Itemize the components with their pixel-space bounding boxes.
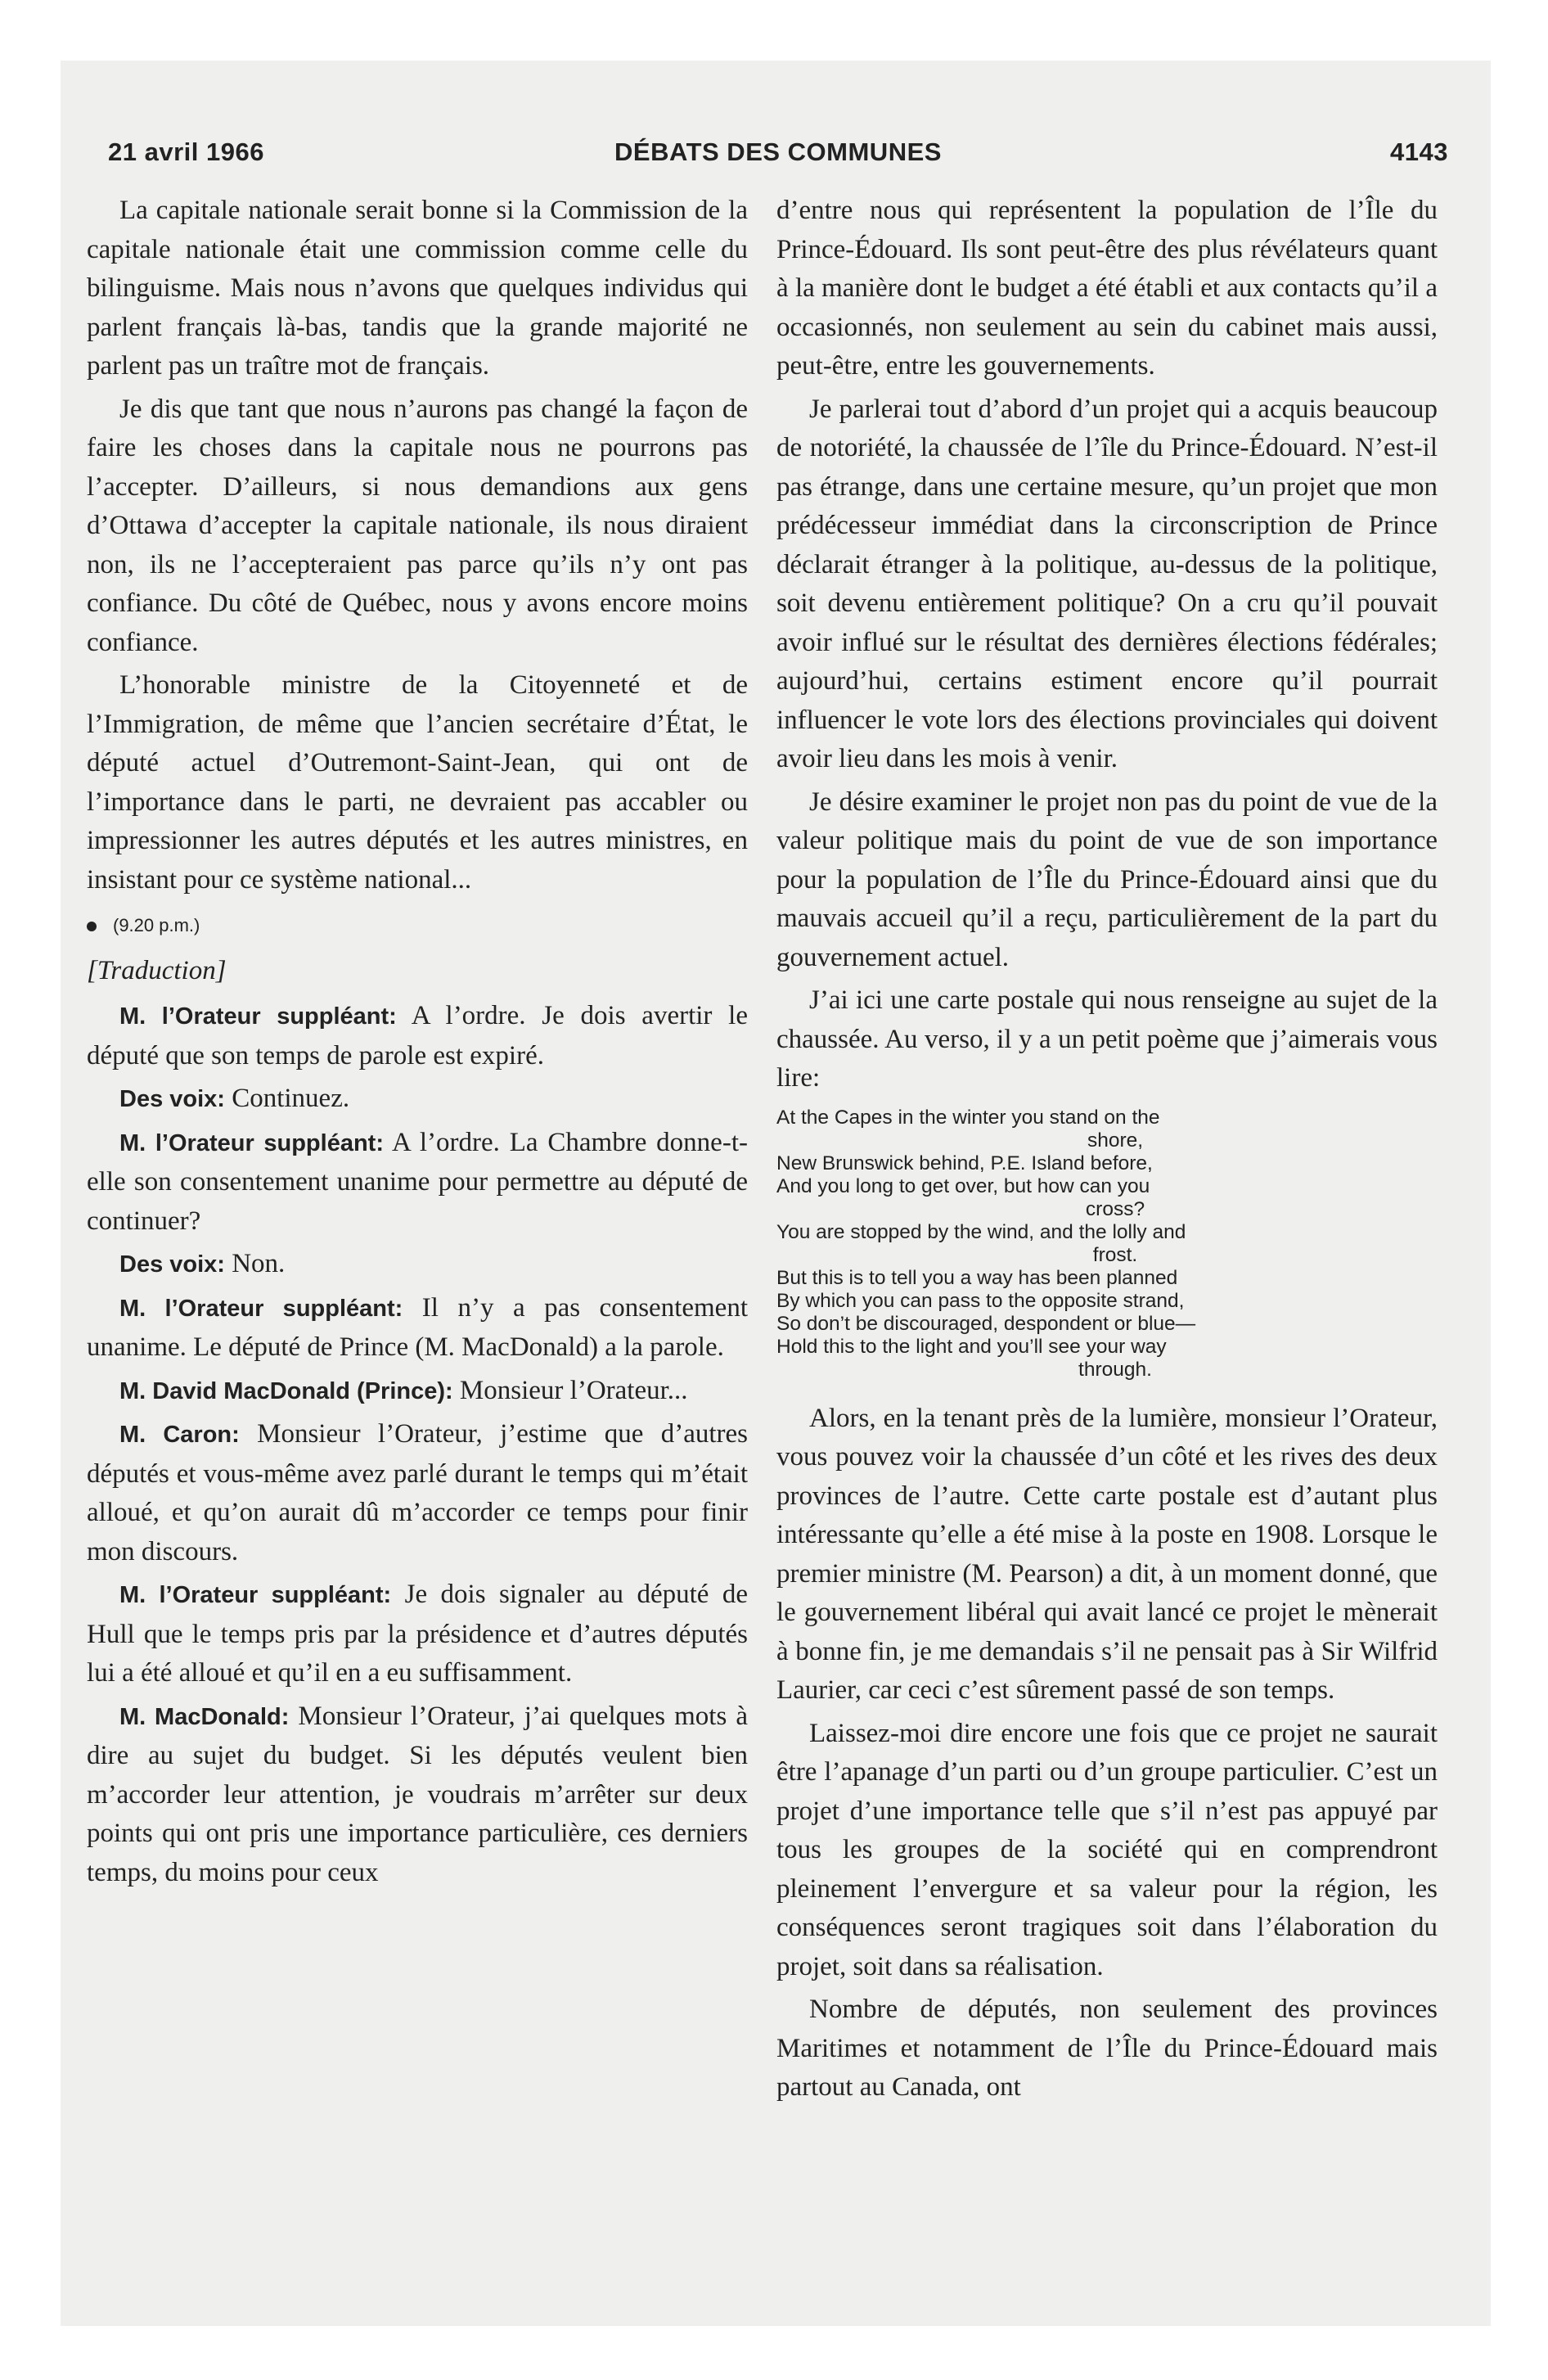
paragraph: Je désire examiner le projet non pas du point de vue de la valeur politique mais du point de vue de son importance pour la population de l’Île du Prince-Édouard ainsi que du mauvais accueil qu’il a reçu, particulièrement de la part du gouvernement actuel. — [776, 787, 1438, 972]
speaker-name: M. Caron: — [119, 1422, 240, 1448]
paragraph: Laissez-moi dire encore une fois que ce projet ne saurait être l’apanage d’un parti ou d’un groupe particulier. C’est un projet d’une importance telle que s’il n’est pas appuyé par tous les groupes de la société qui en comprendront pleinement l’envergure et sa valeur pour la région, les conséquences seront tragiques soit dans l’élaboration du projet, soit dans sa réalisation. — [776, 1718, 1438, 1981]
speech-text: A l’ordre. La Chambre donne-t-elle son consentement unanime pour permettre au député de continuer? — [87, 1127, 748, 1236]
speech-text: Je dois signaler au député de Hull que le temps pris par la présidence et d’autres députés lui a été alloué et qu’il en a eu suffisamment. — [87, 1580, 748, 1688]
page-number: 4143 — [1390, 137, 1448, 166]
speech — [87, 1372, 748, 1412]
header-title: DÉBATS DES COMMUNES — [614, 137, 942, 166]
poem-line: By which you can pass to the opposite strand, — [776, 1289, 1185, 1312]
speech-text: Monsieur l’Orateur, j’ai quelques mots à dire au sujet du budget. Si les députés veulent bien m’accorder leur attention, je voudrais m’arrêter sur deux points qui ont pris une importance particulière, ces derniers temps, du moins pour ceux — [87, 1701, 748, 1887]
speaker-name: M. l’Orateur suppléant: — [119, 1129, 384, 1156]
speech — [87, 1697, 748, 1893]
speaker-name: Des voix: — [119, 1086, 225, 1112]
poem — [776, 1107, 1438, 1382]
paragraph: La capitale nationale serait bonne si la Commission de la capitale nationale était une commission comme celle du bilinguisme. Mais nous n’avons que quelques individus qui parlent français là-bas, tandis que la grande majorité ne parlent pas un traître mot de français. — [87, 196, 748, 381]
speech — [87, 1289, 748, 1368]
poem-line: You are stopped by the wind, and the lolly and frost. — [776, 1220, 1186, 1266]
speech — [87, 997, 748, 1075]
paragraph: d’entre nous qui représentent la population de l’Île du Prince-Édouard. Ils sont peut-être des plus révélateurs quant à la manière dont le budget a été établi et aux contacts qu’il a occasionnés, non seulement au sein du cabinet mais aussi, peut-être, entre les gouvernements. — [776, 196, 1438, 381]
speech-text: Continuez. — [224, 1084, 350, 1113]
speech — [87, 1415, 748, 1571]
translation-tag: [Traduction] — [87, 955, 227, 985]
paragraph: Alors, en la tenant près de la lumière, monsieur l’Orateur, vous pouvez voir la chaussée d’un côté et les rives des deux provinces de l’autre. Cette carte postale est d’autant plus intéressante qu’elle a été mise à la poste en 1908. Lorsque le premier ministre (M. Pearson) a dit, à un moment donné, que le gouvernement libéral qui avait lancé ce projet le mènerait à bonne fin, je me demandais s’il ne pensait pas à Sir Wilfrid Laurier, car ceci c’est sûrement passé de son temps. — [776, 1403, 1438, 1705]
speaker-name: Des voix: — [119, 1251, 225, 1278]
bullet-icon — [87, 922, 97, 931]
poem-line: And you long to get over, but how can you cross? — [776, 1174, 1150, 1220]
speech-text: Monsieur l’Orateur... — [452, 1375, 688, 1405]
page-header — [108, 137, 1448, 170]
time-note-text: (9.20 p.m.) — [113, 915, 200, 935]
speech — [87, 1575, 748, 1693]
poem-line: At the Capes in the winter you stand on the shore, — [776, 1106, 1160, 1152]
speaker-name: M. MacDonald: — [119, 1703, 290, 1730]
speech-text: Non. — [224, 1249, 286, 1278]
time-note — [87, 906, 748, 945]
paragraph: Je dis que tant que nous n’aurons pas changé la façon de faire les choses dans la capitale nous ne pourrons pas l’accepter. D’ailleurs, si nous demandions aux gens d’Ottawa d’accepter la capitale nationale, ils nous diraient non, ils ne l’accepteraient pas parce qu’ils n’y ont pas confiance. Du côté de Québec, nous y avons encore moins confiance. — [87, 394, 748, 657]
speech-text: Monsieur l’Orateur, j’estime que d’autres députés et vous-même avez parlé durant le temps qui m’était alloué, et qu’on aurait dû m’accorder ce temps pour finir mon discours. — [87, 1419, 749, 1566]
speaker-name: M. l’Orateur suppléant: — [119, 1295, 403, 1322]
page-sheet — [61, 61, 1491, 2326]
speech-text: Il n’y a pas consentement unanime. Le député de Prince (M. MacDonald) a la parole. — [87, 1292, 748, 1362]
paragraph: Je parlerai tout d’abord d’un projet qui a acquis beaucoup de notoriété, la chaussée de l’île du Prince-Édouard. N’est-il pas étrange, dans une certaine mesure, qu’un projet que mon prédécesseur immédiat dans la circonscription de Prince déclarait étranger à la politique, au-dessus de la politique, soit devenu entièrement politique? On a cru qu’il pouvait avoir influé sur le résultat des dernières élections fédérales; aujourd’hui, certains estiment encore qu’il pourrait influencer le vote lors des élections provinciales qui doivent avoir lieu dans les mois à venir. — [776, 394, 1438, 773]
speaker-name: M. l’Orateur suppléant: — [119, 1003, 397, 1030]
speaker-name: M. l’Orateur suppléant: — [119, 1582, 392, 1608]
poem-line: New Brunswick behind, P.E. Island before, — [776, 1152, 1153, 1174]
speech — [87, 1124, 748, 1242]
speech-text: A l’ordre. Je dois avertir le député que son temps de parole est expiré. — [87, 1001, 748, 1071]
poem-line: So don’t be discouraged, despondent or blue— — [776, 1312, 1196, 1335]
left-column — [87, 192, 748, 1896]
speech — [87, 1080, 748, 1120]
poem-line: Hold this to the light and you’ll see your way through. — [776, 1335, 1167, 1381]
header-date: 21 avril 1966 — [108, 137, 264, 166]
speech — [87, 1245, 748, 1285]
right-column — [776, 192, 1438, 2112]
paragraph: J’ai ici une carte postale qui nous renseigne au sujet de la chaussée. Au verso, il y a un petit poème que j’aimerais vous lire: — [776, 985, 1438, 1093]
paragraph: L’honorable ministre de la Citoyenneté et de l’Immigration, de même que l’ancien secrétaire d’État, le député actuel d’Outremont-Saint-Jean, qui ont de l’importance dans le parti, ne devraient pas accabler ou impressionner les autres députés et les autres ministres, en insistant pour ce système national... — [87, 670, 748, 895]
speaker-name: M. David MacDonald (Prince): — [119, 1377, 453, 1404]
paragraph: Nombre de députés, non seulement des provinces Maritimes et notamment de l’Île du Prince-Édouard mais partout au Canada, ont — [776, 1995, 1438, 2102]
poem-line: But this is to tell you a way has been planned — [776, 1266, 1178, 1289]
